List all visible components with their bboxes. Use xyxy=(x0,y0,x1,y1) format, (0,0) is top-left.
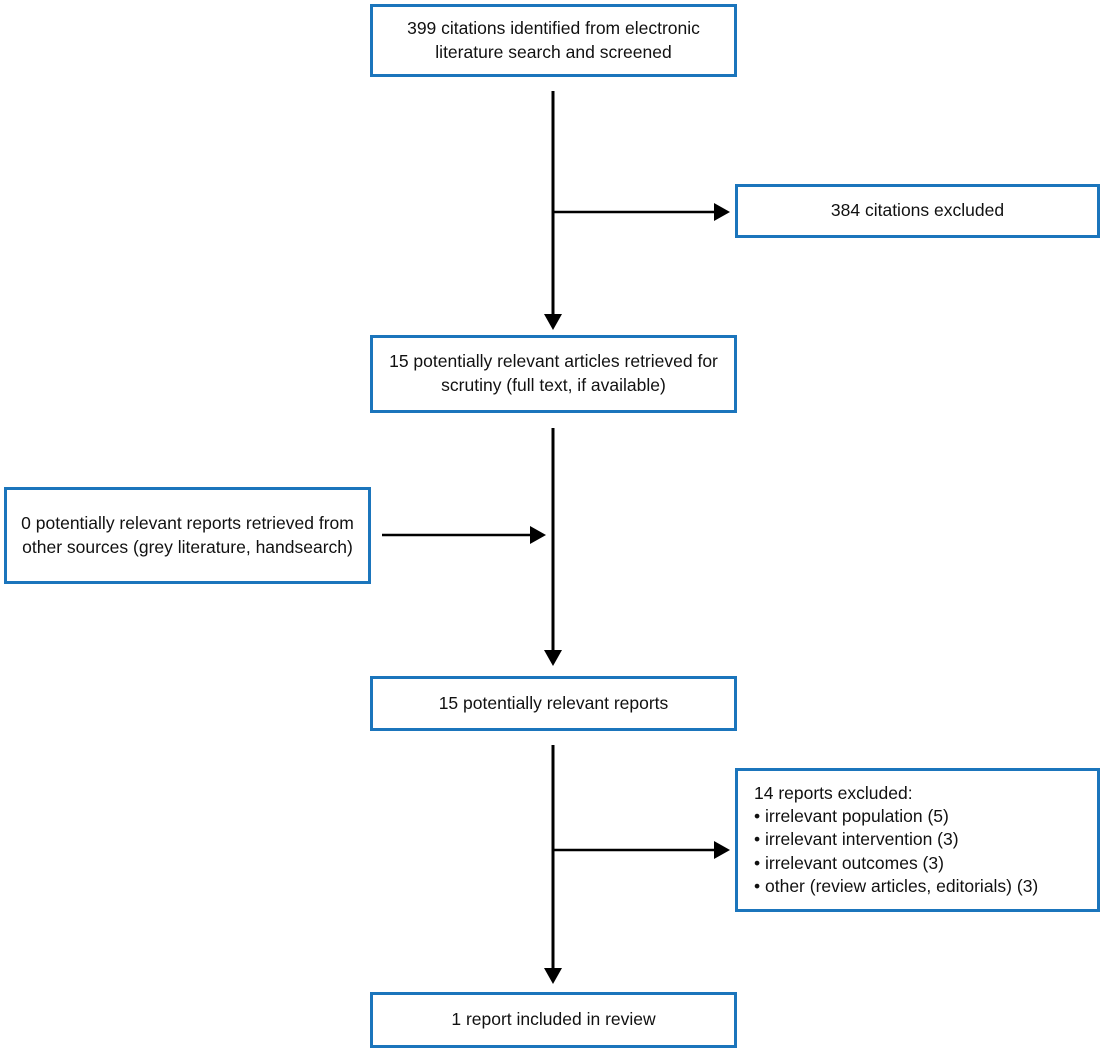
arrow-to-citations-excluded xyxy=(554,203,730,221)
arrow-to-reports-excluded xyxy=(554,841,730,859)
reports-excluded-item: • irrelevant outcomes (3) xyxy=(754,852,944,873)
reports-excluded-item: • other (review articles, editorials) (3) xyxy=(754,875,1039,896)
reports-excluded-item: • irrelevant intervention (3) xyxy=(754,829,959,850)
arrow-articles-to-reports xyxy=(544,428,562,666)
box-included-in-review xyxy=(370,992,737,1048)
box-citations-screened xyxy=(370,4,737,77)
box-articles-retrieved xyxy=(370,335,737,413)
reports-excluded-item: • irrelevant population (5) xyxy=(754,806,949,827)
box-citations-excluded xyxy=(735,184,1100,238)
box-articles-retrieved-text: 15 potentially relevant articles retrieved for scrutiny (full text, if available) xyxy=(389,351,718,395)
box-relevant-reports xyxy=(370,676,737,731)
box-other-sources-text: 0 potentially relevant reports retrieved from other sources (grey literature, handsearch) xyxy=(21,512,354,557)
arrow-other-sources-to-flow xyxy=(382,526,546,544)
box-included-in-review-text: 1 report included in review xyxy=(451,1009,656,1030)
box-relevant-reports-text: 15 potentially relevant reports xyxy=(438,692,669,713)
arrow-screened-to-articles xyxy=(544,91,562,330)
box-citations-excluded-text: 384 citations excluded xyxy=(830,200,1005,221)
box-other-sources xyxy=(4,487,371,584)
box-citations-screened-text: 399 citations identified from electronic literature search and screened xyxy=(407,17,700,62)
reports-excluded-title: 14 reports excluded: xyxy=(754,783,913,804)
arrow-reports-to-included xyxy=(544,745,562,984)
box-reports-excluded xyxy=(735,768,1100,912)
